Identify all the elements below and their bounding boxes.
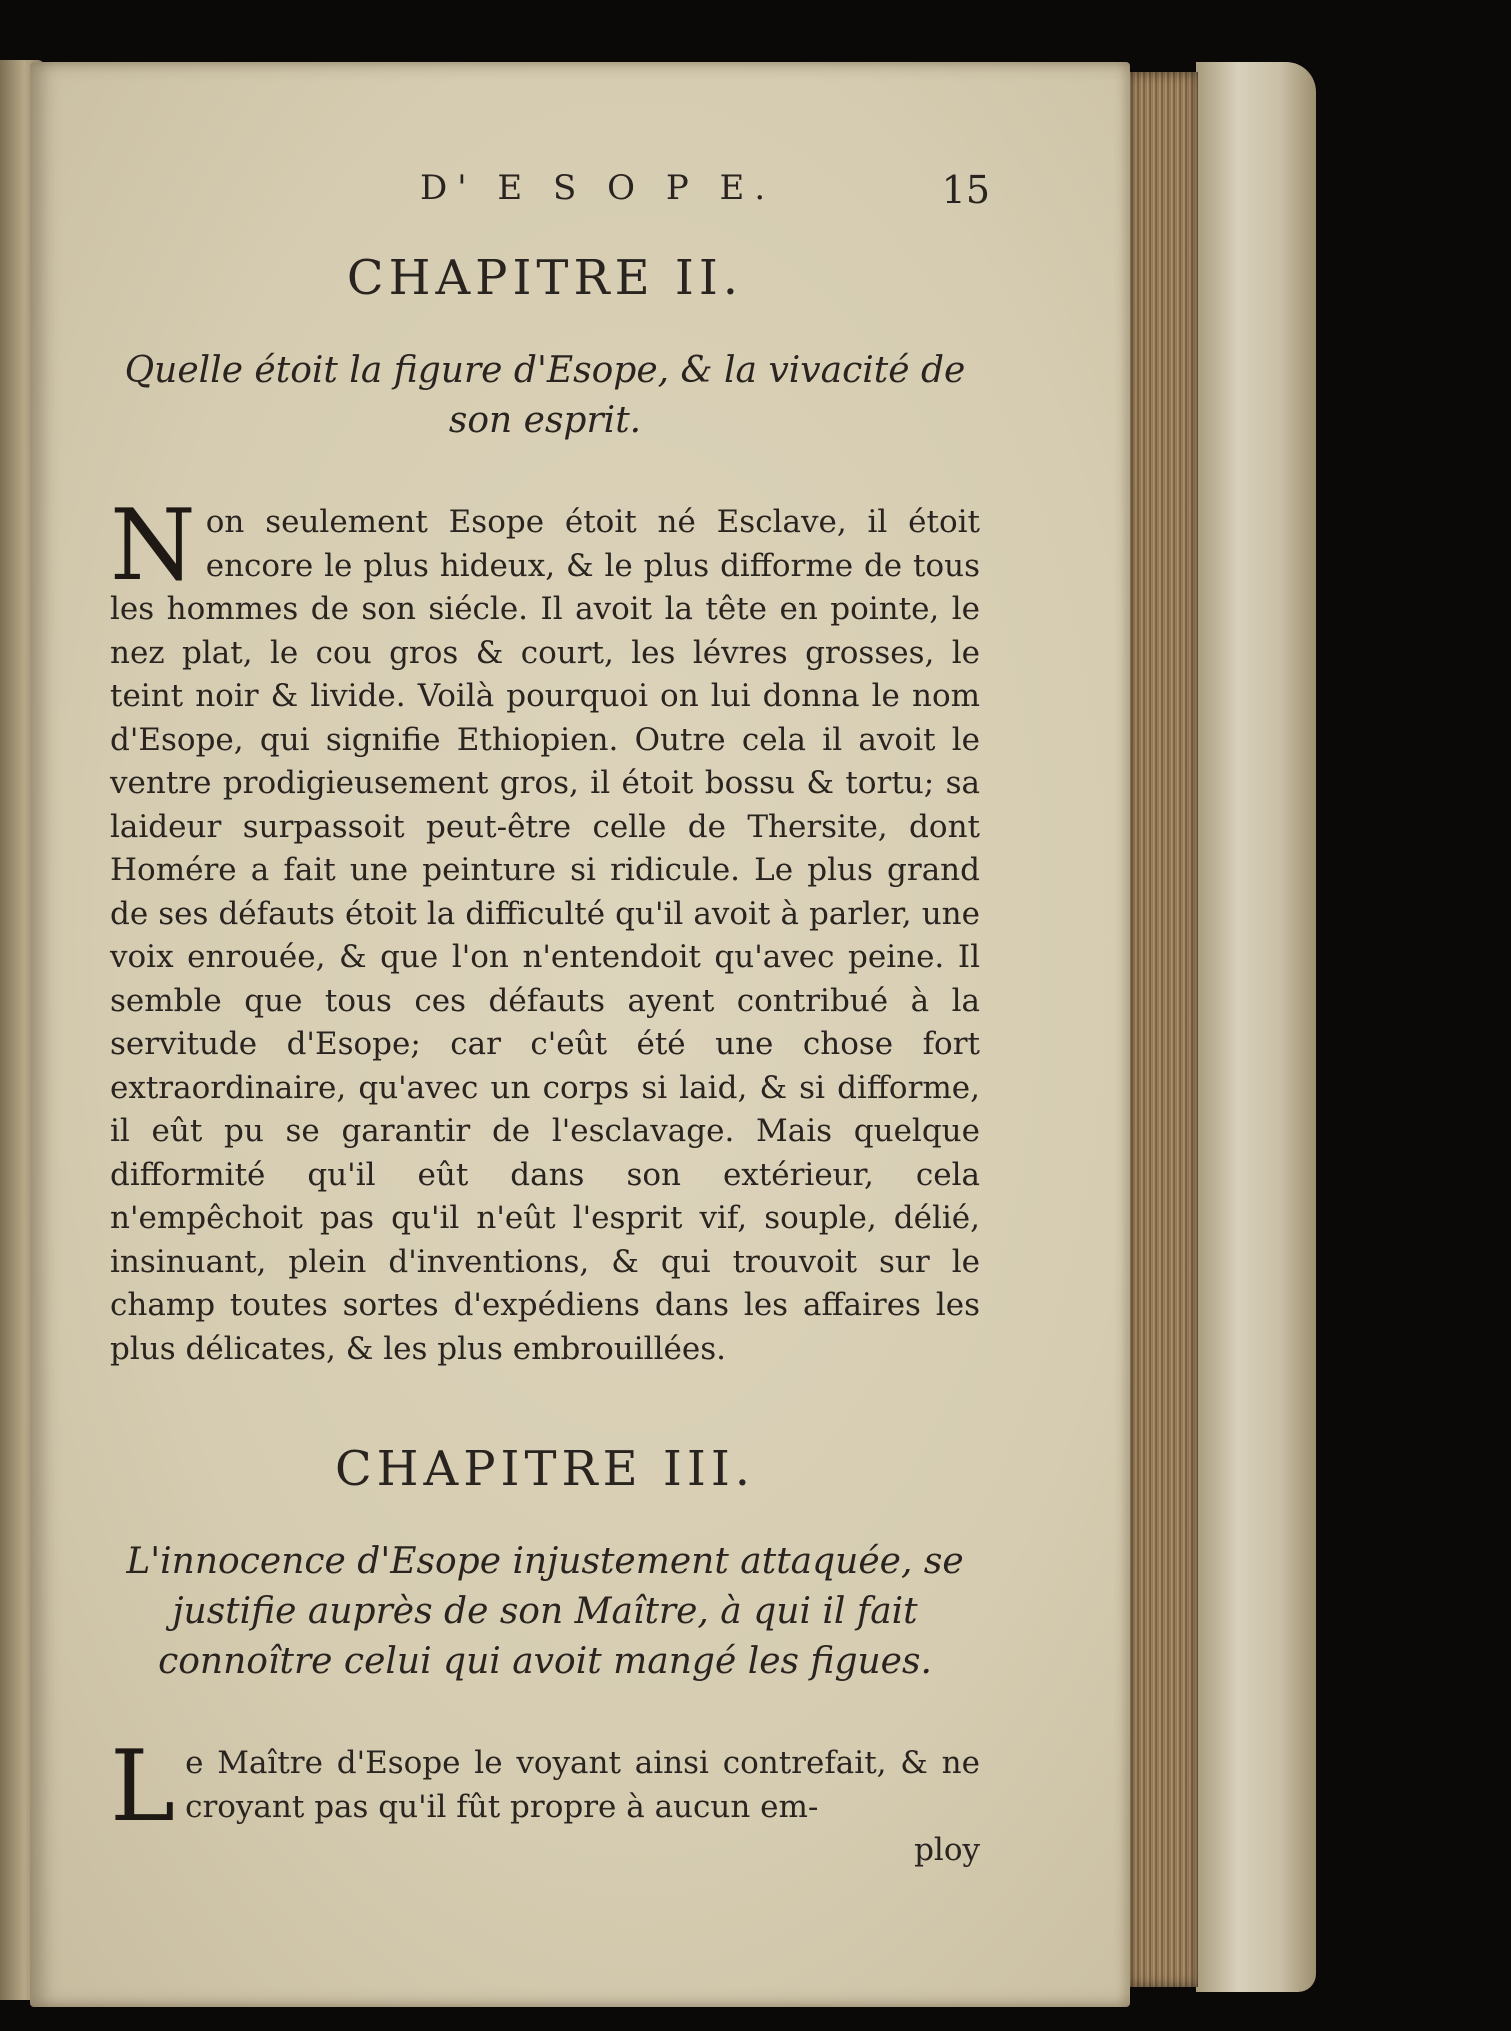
running-title: D' E S O P E.	[420, 168, 776, 208]
chapter-2-body	[110, 489, 980, 1371]
chapter-2-title: CHAPITRE II.	[346, 250, 744, 306]
chapter-3-body	[110, 1730, 980, 1844]
chapter-2-text: on seulement Esope étoit né Esclave, il étoit encore le plus hideux, & le plus difforme de tous les hommes de son siécle. Il avoit la tête en pointe, le nez plat, le cou gros & court, les lévres grosses, le teint noir & livide. Voilà pourquoi on lui donna le nom d'Esope, qui signifie Ethiopien. Outre cela il avoit le ventre prodigieusement gros, il étoit bossu & tortu; sa laideur surpassoit peut-être celle de Thersite, dont Homére a fait une peinture si ridicule. Le plus grand de ses défauts étoit la difficulté qu'il avoit à parler, une voix enrouée, & que l'on n'entendoit qu'avec peine. Il semble que tous ces défauts ayent contribué à la servitude d'Esope; car c'eût été une chose fort extraordinaire, qu'avec un corps si laid, & si difforme, il eût pu se garantir de l'esclavage. Mais quelque difformité qu'il eût dans son extérieur, cela n'empêchoit pas qu'il n'eût l'esprit vif, souple, délié, insinuant, plein d'inventions, & qui trouvoit sur le champ toutes sortes d'expédiens dans les affaires les plus délicates, & les plus embrouillées.	[110, 504, 980, 1367]
page-number: 15	[941, 168, 990, 212]
chapter-3-title: CHAPITRE III.	[334, 1441, 756, 1497]
running-head	[110, 160, 990, 220]
chapter-3-text: e Maître d'Esope le voyant ainsi contrefait, & ne croyant pas qu'il fût propre à aucun em-	[185, 1745, 980, 1825]
chapter-2-summary: Quelle étoit la figure d'Esope, & la vivacité de son esprit.	[124, 350, 966, 441]
page-content	[110, 160, 990, 1872]
drop-cap-l: L	[110, 1730, 176, 1844]
page-fore-edge	[1128, 72, 1198, 1987]
vellum-cover	[1196, 62, 1316, 1992]
catchword: ploy	[914, 1832, 980, 1868]
drop-cap-n: N	[110, 489, 196, 603]
chapter-3-summary: L'innocence d'Esope injustement attaquée, se justifie auprès de son Maître, à qui il fait connoître celui qui avoit mangé les figues.	[126, 1541, 964, 1682]
